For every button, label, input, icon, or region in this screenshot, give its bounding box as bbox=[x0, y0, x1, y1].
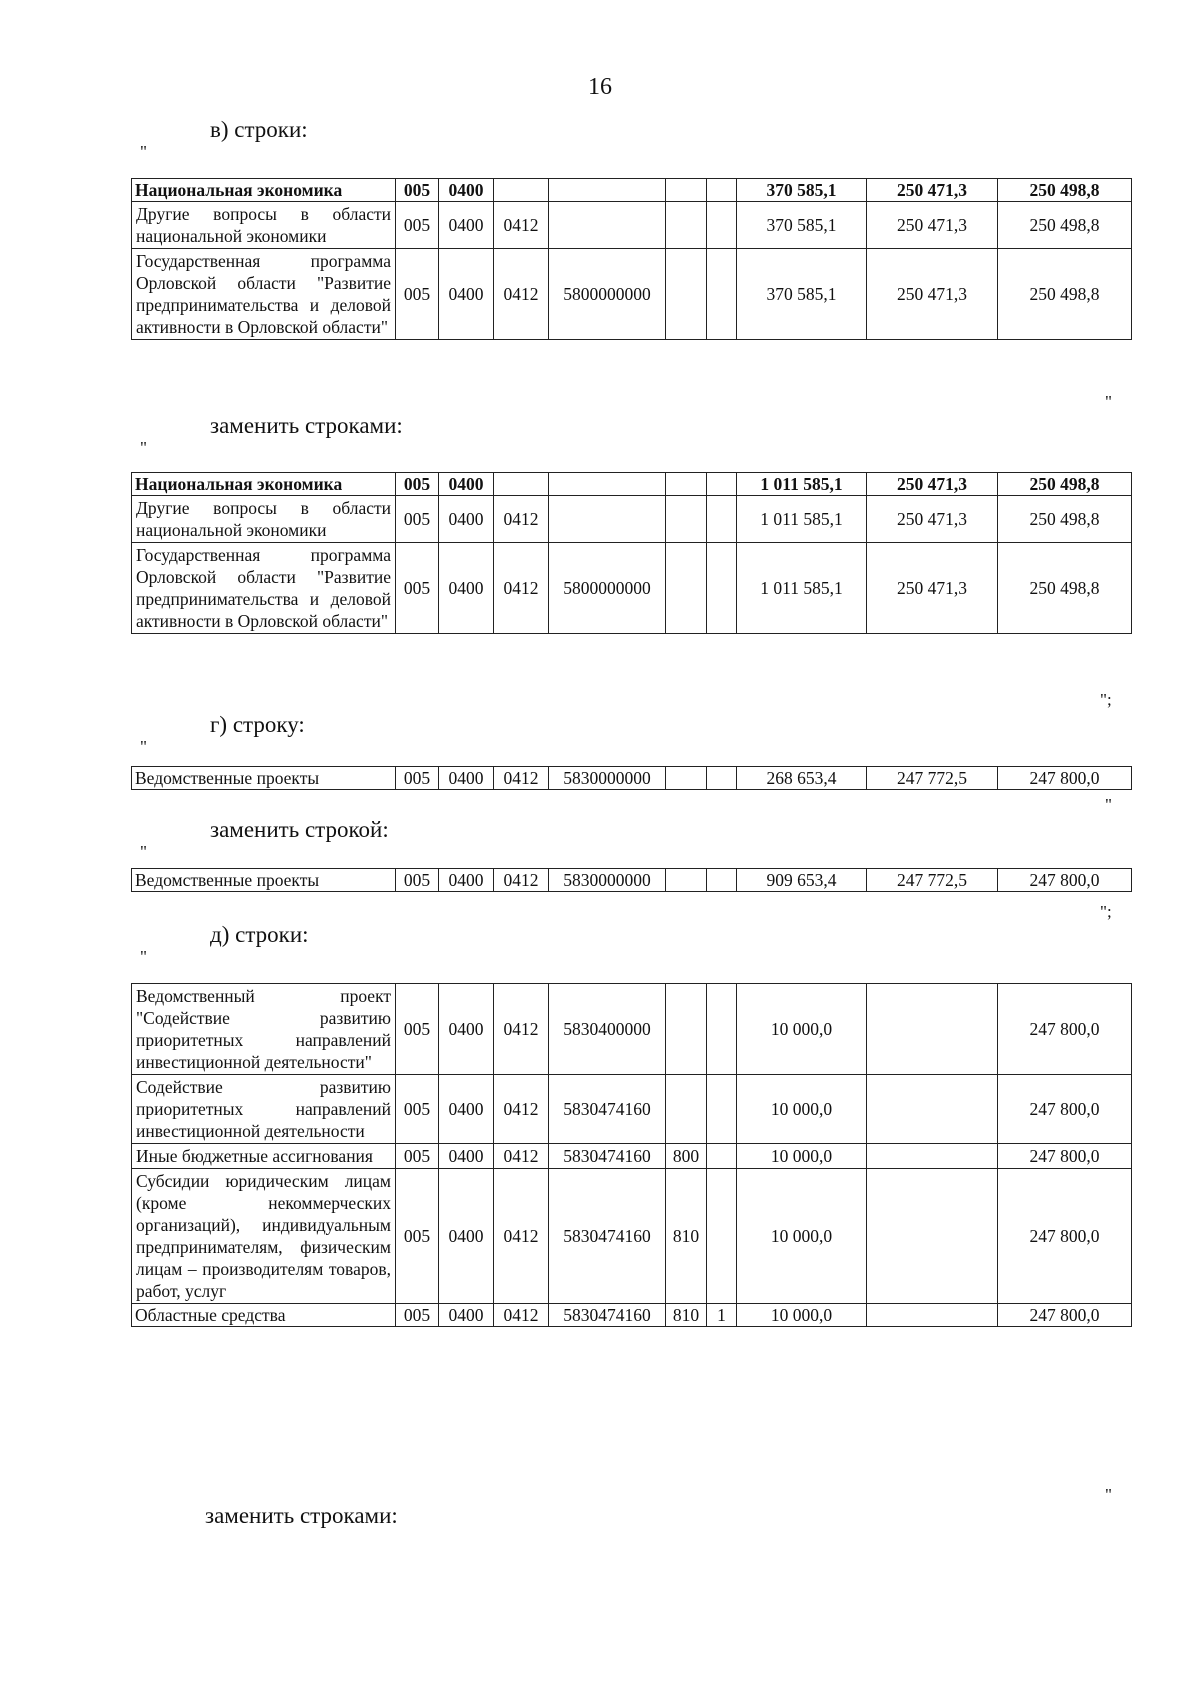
cell-section: 0400 bbox=[439, 1304, 494, 1327]
table-row bbox=[132, 249, 1132, 340]
cell-sum-2: 247 772,5 bbox=[867, 767, 998, 790]
cell-subsection: 0412 bbox=[494, 543, 549, 634]
cell-source bbox=[707, 1169, 737, 1304]
cell-section: 0400 bbox=[439, 1169, 494, 1304]
cell-sum-1: 1 011 585,1 bbox=[737, 543, 867, 634]
cell-subsection: 0412 bbox=[494, 202, 549, 249]
cell-target: 5830474160 bbox=[549, 1169, 666, 1304]
row-name: Ведомственные проекты bbox=[132, 767, 396, 790]
cell-source bbox=[707, 179, 737, 202]
replace-label-2: заменить строкой: bbox=[210, 817, 389, 842]
cell-type bbox=[666, 179, 707, 202]
cell-admin: 005 bbox=[396, 496, 439, 543]
cell-type bbox=[666, 543, 707, 634]
cell-sum-3: 250 498,8 bbox=[998, 496, 1132, 543]
table-row bbox=[132, 179, 1132, 202]
cell-admin: 005 bbox=[396, 179, 439, 202]
cell-target bbox=[549, 496, 666, 543]
cell-type: 810 bbox=[666, 1169, 707, 1304]
cell-admin: 005 bbox=[396, 767, 439, 790]
row-name: Государственная программа Орловской области "Развитие предпринимательства и деловой активности в Орловской области" bbox=[132, 543, 396, 634]
cell-subsection: 0412 bbox=[494, 984, 549, 1075]
table-row bbox=[132, 767, 1132, 790]
cell-source bbox=[707, 249, 737, 340]
open-quote: " bbox=[140, 737, 147, 756]
cell-sum-1: 10 000,0 bbox=[737, 1144, 867, 1169]
cell-type: 810 bbox=[666, 1304, 707, 1327]
table-row bbox=[132, 869, 1132, 892]
cell-sum-3: 250 498,8 bbox=[998, 543, 1132, 634]
cell-subsection: 0412 bbox=[494, 1304, 549, 1327]
cell-sum-1: 10 000,0 bbox=[737, 1304, 867, 1327]
cell-sum-3: 250 498,8 bbox=[998, 473, 1132, 496]
open-quote: " bbox=[140, 947, 147, 966]
row-name: Ведомственные проекты bbox=[132, 869, 396, 892]
cell-section: 0400 bbox=[439, 249, 494, 340]
cell-subsection bbox=[494, 473, 549, 496]
cell-source bbox=[707, 496, 737, 543]
cell-type bbox=[666, 249, 707, 340]
cell-section: 0400 bbox=[439, 869, 494, 892]
cell-sum-2 bbox=[867, 984, 998, 1075]
open-quote: " bbox=[140, 842, 147, 861]
cell-sum-3: 247 800,0 bbox=[998, 869, 1132, 892]
table-original-rows-3 bbox=[131, 983, 1132, 1327]
cell-sum-3: 247 800,0 bbox=[998, 1304, 1132, 1327]
cell-sum-3: 247 800,0 bbox=[998, 1075, 1132, 1144]
cell-target: 5830000000 bbox=[549, 869, 666, 892]
row-name: Иные бюджетные ассигнования bbox=[132, 1144, 396, 1169]
cell-source bbox=[707, 202, 737, 249]
cell-source bbox=[707, 1144, 737, 1169]
cell-sum-1: 370 585,1 bbox=[737, 249, 867, 340]
cell-sum-3: 247 800,0 bbox=[998, 1169, 1132, 1304]
cell-admin: 005 bbox=[396, 1144, 439, 1169]
cell-sum-2: 247 772,5 bbox=[867, 869, 998, 892]
cell-section: 0400 bbox=[439, 767, 494, 790]
cell-subsection: 0412 bbox=[494, 249, 549, 340]
section-v-label: в) строки: bbox=[210, 117, 308, 142]
cell-target bbox=[549, 473, 666, 496]
close-quote-semicolon: "; bbox=[1100, 690, 1112, 709]
cell-section: 0400 bbox=[439, 473, 494, 496]
cell-admin: 005 bbox=[396, 1169, 439, 1304]
row-name: Другие вопросы в области национальной экономики bbox=[132, 202, 396, 249]
cell-sum-3: 250 498,8 bbox=[998, 179, 1132, 202]
cell-target: 5800000000 bbox=[549, 543, 666, 634]
cell-section: 0400 bbox=[439, 984, 494, 1075]
cell-sum-2: 250 471,3 bbox=[867, 179, 998, 202]
cell-type bbox=[666, 1075, 707, 1144]
table-row bbox=[132, 984, 1132, 1075]
section-d-label: д) строки: bbox=[210, 922, 309, 947]
cell-admin: 005 bbox=[396, 249, 439, 340]
table-row bbox=[132, 1304, 1132, 1327]
cell-sum-3: 250 498,8 bbox=[998, 249, 1132, 340]
cell-subsection: 0412 bbox=[494, 1169, 549, 1304]
table-replacement-rows-1 bbox=[131, 472, 1132, 634]
cell-subsection: 0412 bbox=[494, 1144, 549, 1169]
cell-sum-1: 909 653,4 bbox=[737, 869, 867, 892]
cell-target bbox=[549, 179, 666, 202]
cell-sum-3: 247 800,0 bbox=[998, 984, 1132, 1075]
cell-source bbox=[707, 1075, 737, 1144]
cell-target: 5830400000 bbox=[549, 984, 666, 1075]
cell-target: 5830474160 bbox=[549, 1075, 666, 1144]
table-row bbox=[132, 1144, 1132, 1169]
close-quote-semicolon: "; bbox=[1100, 902, 1112, 921]
cell-subsection: 0412 bbox=[494, 767, 549, 790]
cell-type bbox=[666, 496, 707, 543]
table-replacement-row-2 bbox=[131, 868, 1132, 892]
table-original-rows-1 bbox=[131, 178, 1132, 340]
row-name: Другие вопросы в области национальной экономики bbox=[132, 496, 396, 543]
cell-section: 0400 bbox=[439, 179, 494, 202]
cell-type bbox=[666, 473, 707, 496]
cell-section: 0400 bbox=[439, 496, 494, 543]
cell-sum-2 bbox=[867, 1169, 998, 1304]
cell-admin: 005 bbox=[396, 1075, 439, 1144]
cell-type: 800 bbox=[666, 1144, 707, 1169]
cell-sum-2 bbox=[867, 1144, 998, 1169]
cell-subsection: 0412 bbox=[494, 1075, 549, 1144]
cell-sum-1: 10 000,0 bbox=[737, 984, 867, 1075]
row-name: Областные средства bbox=[132, 1304, 396, 1327]
cell-sum-2: 250 471,3 bbox=[867, 543, 998, 634]
cell-sum-1: 1 011 585,1 bbox=[737, 496, 867, 543]
close-quote: " bbox=[1105, 795, 1112, 814]
cell-admin: 005 bbox=[396, 869, 439, 892]
cell-sum-2: 250 471,3 bbox=[867, 473, 998, 496]
cell-sum-3: 250 498,8 bbox=[998, 202, 1132, 249]
cell-admin: 005 bbox=[396, 202, 439, 249]
row-name: Национальная экономика bbox=[132, 473, 396, 496]
table-row bbox=[132, 202, 1132, 249]
cell-sum-1: 1 011 585,1 bbox=[737, 473, 867, 496]
cell-sum-3: 247 800,0 bbox=[998, 767, 1132, 790]
table-row bbox=[132, 1075, 1132, 1144]
cell-type bbox=[666, 869, 707, 892]
section-g-label: г) строку: bbox=[210, 712, 305, 737]
cell-target: 5800000000 bbox=[549, 249, 666, 340]
cell-type bbox=[666, 202, 707, 249]
row-name: Ведомственный проект "Содействие развитию приоритетных направлений инвестиционной деятельности" bbox=[132, 984, 396, 1075]
cell-admin: 005 bbox=[396, 1304, 439, 1327]
cell-source bbox=[707, 767, 737, 790]
page-number: 16 bbox=[588, 74, 612, 100]
cell-sum-2 bbox=[867, 1075, 998, 1144]
cell-sum-1: 370 585,1 bbox=[737, 202, 867, 249]
cell-section: 0400 bbox=[439, 1075, 494, 1144]
cell-source bbox=[707, 473, 737, 496]
cell-sum-1: 268 653,4 bbox=[737, 767, 867, 790]
cell-subsection: 0412 bbox=[494, 496, 549, 543]
row-name: Национальная экономика bbox=[132, 179, 396, 202]
table-row bbox=[132, 473, 1132, 496]
cell-sum-1: 370 585,1 bbox=[737, 179, 867, 202]
cell-admin: 005 bbox=[396, 473, 439, 496]
cell-source bbox=[707, 869, 737, 892]
cell-source bbox=[707, 543, 737, 634]
table-row bbox=[132, 543, 1132, 634]
cell-sum-2: 250 471,3 bbox=[867, 202, 998, 249]
cell-sum-1: 10 000,0 bbox=[737, 1169, 867, 1304]
cell-subsection: 0412 bbox=[494, 869, 549, 892]
cell-source: 1 bbox=[707, 1304, 737, 1327]
cell-admin: 005 bbox=[396, 984, 439, 1075]
cell-source bbox=[707, 984, 737, 1075]
cell-sum-3: 247 800,0 bbox=[998, 1144, 1132, 1169]
cell-sum-2 bbox=[867, 1304, 998, 1327]
table-original-row-2 bbox=[131, 766, 1132, 790]
cell-admin: 005 bbox=[396, 543, 439, 634]
table-row bbox=[132, 1169, 1132, 1304]
row-name: Содействие развитию приоритетных направлений инвестиционной деятельности bbox=[132, 1075, 396, 1144]
close-quote: " bbox=[1105, 1485, 1112, 1504]
close-quote: " bbox=[1105, 392, 1112, 411]
table-row bbox=[132, 496, 1132, 543]
cell-sum-2: 250 471,3 bbox=[867, 249, 998, 340]
cell-target: 5830000000 bbox=[549, 767, 666, 790]
cell-target: 5830474160 bbox=[549, 1144, 666, 1169]
cell-target: 5830474160 bbox=[549, 1304, 666, 1327]
cell-section: 0400 bbox=[439, 1144, 494, 1169]
replace-label-1: заменить строками: bbox=[210, 413, 403, 438]
cell-section: 0400 bbox=[439, 543, 494, 634]
open-quote: " bbox=[140, 142, 147, 161]
cell-target bbox=[549, 202, 666, 249]
replace-label-3: заменить строками: bbox=[205, 1503, 398, 1528]
row-name: Государственная программа Орловской области "Развитие предпринимательства и деловой активности в Орловской области" bbox=[132, 249, 396, 340]
cell-section: 0400 bbox=[439, 202, 494, 249]
cell-subsection bbox=[494, 179, 549, 202]
open-quote: " bbox=[140, 438, 147, 457]
cell-type bbox=[666, 984, 707, 1075]
row-name: Субсидии юридическим лицам (кроме некоммерческих организаций), индивидуальным предпринимателям, физическим лицам – производителям товаров, работ, услуг bbox=[132, 1169, 396, 1304]
cell-type bbox=[666, 767, 707, 790]
cell-sum-1: 10 000,0 bbox=[737, 1075, 867, 1144]
cell-sum-2: 250 471,3 bbox=[867, 496, 998, 543]
